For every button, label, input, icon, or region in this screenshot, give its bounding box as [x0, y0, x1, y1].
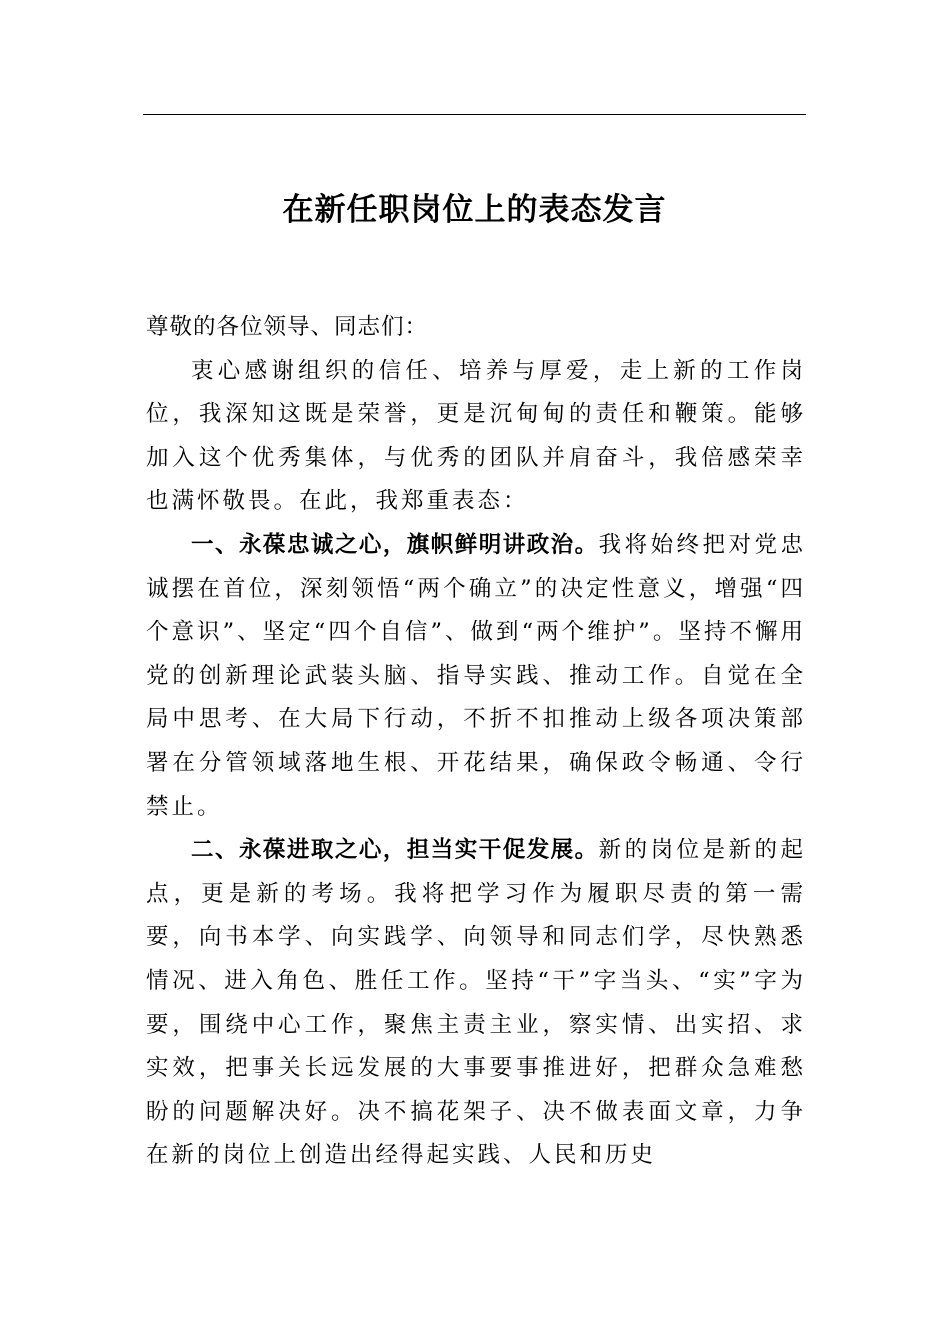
paragraph-text: 新的岗位是新的起点，更是新的考场。我将把学习作为履职尽责的第一需要，向书本学、向实践学、向领导和同志们学，尽快熟悉情况、进入角色、胜任工作。坚持“干”字当头、“实”字为要，围绕中心工作，聚焦主责主业，察实情、出实招、求实效，把事关长远发展的大事要事推进好，把群众急难愁盼的问题解决好。决不搞花架子、决不做表面文章，力争在新的岗位上创造出经得起实践、人民和历史	[146, 837, 806, 1169]
paragraph-point-1	[146, 524, 806, 829]
paragraph-heading: 二、永葆进取之心，担当实干促发展。	[191, 837, 599, 864]
document-body	[146, 306, 806, 1178]
paragraph-intro	[146, 350, 806, 524]
paragraph-text: 我将始终把对党忠诚摆在首位，深刻领悟“两个确立”的决定性意义，增强“四个意识”、坚定“四个自信”、做到“两个维护”。坚持不懈用党的创新理论武装头脑、指导实践、推动工作。自觉在全局中思考、在大局下行动，不折不扣推动上级各项决策部署在分管领域落地生根、开花结果，确保政令畅通、令行禁止。	[146, 531, 806, 820]
header-rule	[143, 114, 806, 115]
paragraph-text: 衷心感谢组织的信任、培养与厚爱，走上新的工作岗位，我深知这既是荣誉，更是沉甸甸的责任和鞭策。能够加入这个优秀集体，与优秀的团队并肩奋斗，我倍感荣幸也满怀敬畏。在此，我郑重表态：	[146, 357, 806, 515]
paragraph-heading: 一、永葆忠诚之心，旗帜鲜明讲政治。	[191, 531, 599, 558]
paragraph-point-2	[146, 829, 806, 1178]
document-title: 在新任职岗位上的表态发言	[282, 192, 667, 228]
salutation: 尊敬的各位领导、同志们：	[146, 314, 429, 340]
